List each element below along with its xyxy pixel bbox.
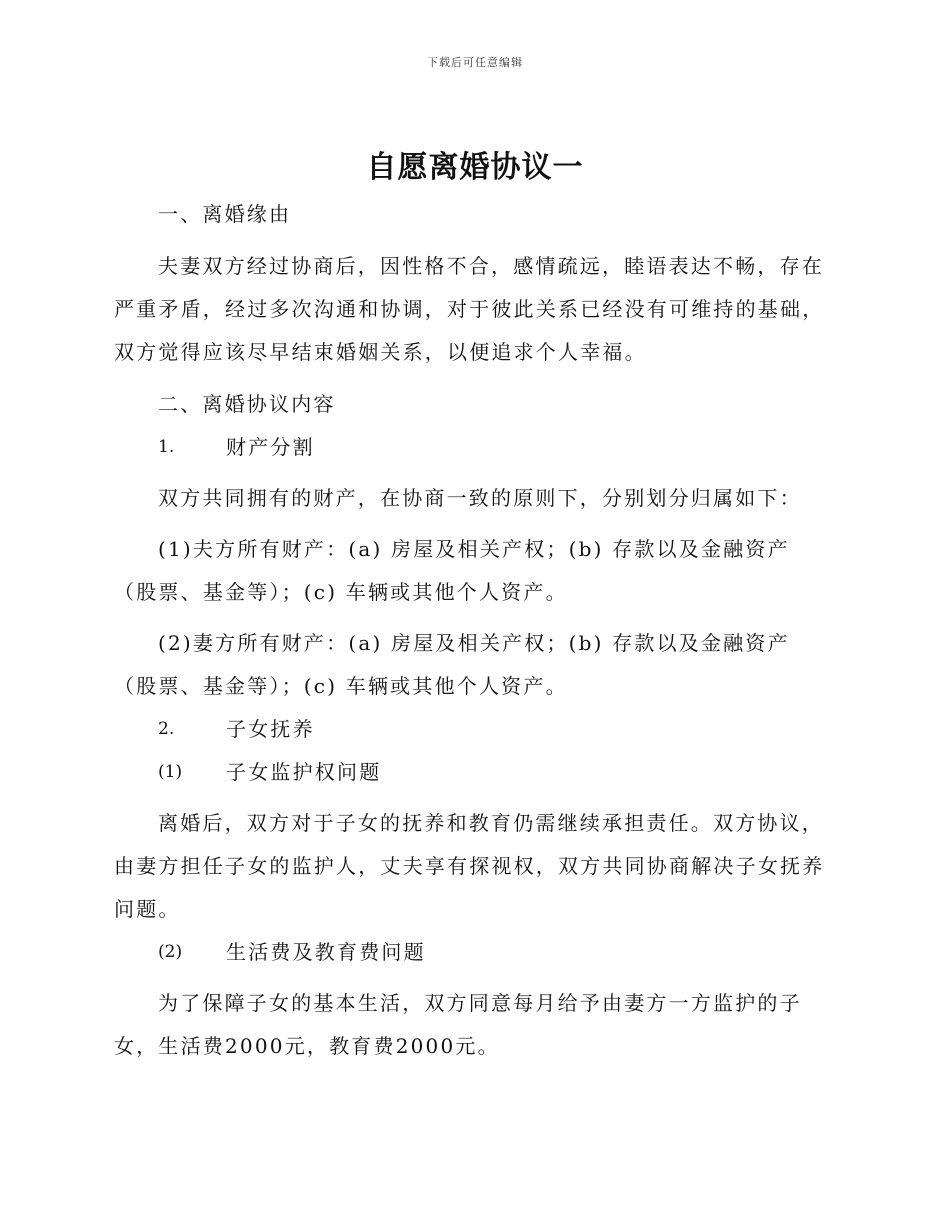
subitem-number: (1) <box>158 762 183 782</box>
item-number: 2. <box>158 719 175 739</box>
item-number: 1. <box>158 437 175 457</box>
paragraph-expenses: 为了保障子女的基本生活，双方同意每月给予由妻方一方监护的子女，生活费2000元，教育费2000元。 <box>114 991 802 1058</box>
section-heading-content: 二、离婚协议内容 <box>158 392 336 416</box>
paragraph-reason: 夫妻双方经过协商后，因性格不合，感情疏远，睦语表达不畅，存在严重矛盾，经过多次沟通和协调，对于彼此关系已经没有可维持的基础，双方觉得应该尽早结束婚姻关系，以便追求个人幸福。 <box>114 254 825 364</box>
subitem-custody <box>114 751 834 794</box>
document-title: 自愿离婚协议一 <box>366 150 584 185</box>
item-property-division <box>114 426 834 469</box>
subitem-number: (2) <box>158 942 183 962</box>
subitem-expenses <box>114 931 834 974</box>
header-note: 下载后可任意编辑 <box>427 56 523 69</box>
paragraph-property-intro: 双方共同拥有的财产，在协商一致的原则下，分别划分归属如下： <box>158 486 802 510</box>
item-label: 子女抚养 <box>226 717 315 741</box>
paragraph-custody: 离婚后，双方对于子女的抚养和教育仍需继续承担责任。双方协议，由妻方担任子女的监护人，丈夫享有探视权，双方共同协商解决子女抚养问题。 <box>114 811 825 921</box>
subitem-label: 子女监护权问题 <box>226 760 382 784</box>
paragraph-wife-property: (2)妻方所有财产：(a) 房屋及相关产权；(b) 存款以及金融资产（股票、基金等）；(c) 车辆或其他个人资产。 <box>114 631 790 698</box>
paragraph-husband-property: (1)夫方所有财产：(a) 房屋及相关产权；(b) 存款以及金融资产（股票、基金等）；(c) 车辆或其他个人资产。 <box>114 537 790 604</box>
subitem-label: 生活费及教育费问题 <box>226 940 426 964</box>
section-heading-reason: 一、离婚缘由 <box>158 202 292 226</box>
document-body <box>114 193 834 1068</box>
item-child-support <box>114 708 834 751</box>
item-label: 财产分割 <box>226 435 315 459</box>
